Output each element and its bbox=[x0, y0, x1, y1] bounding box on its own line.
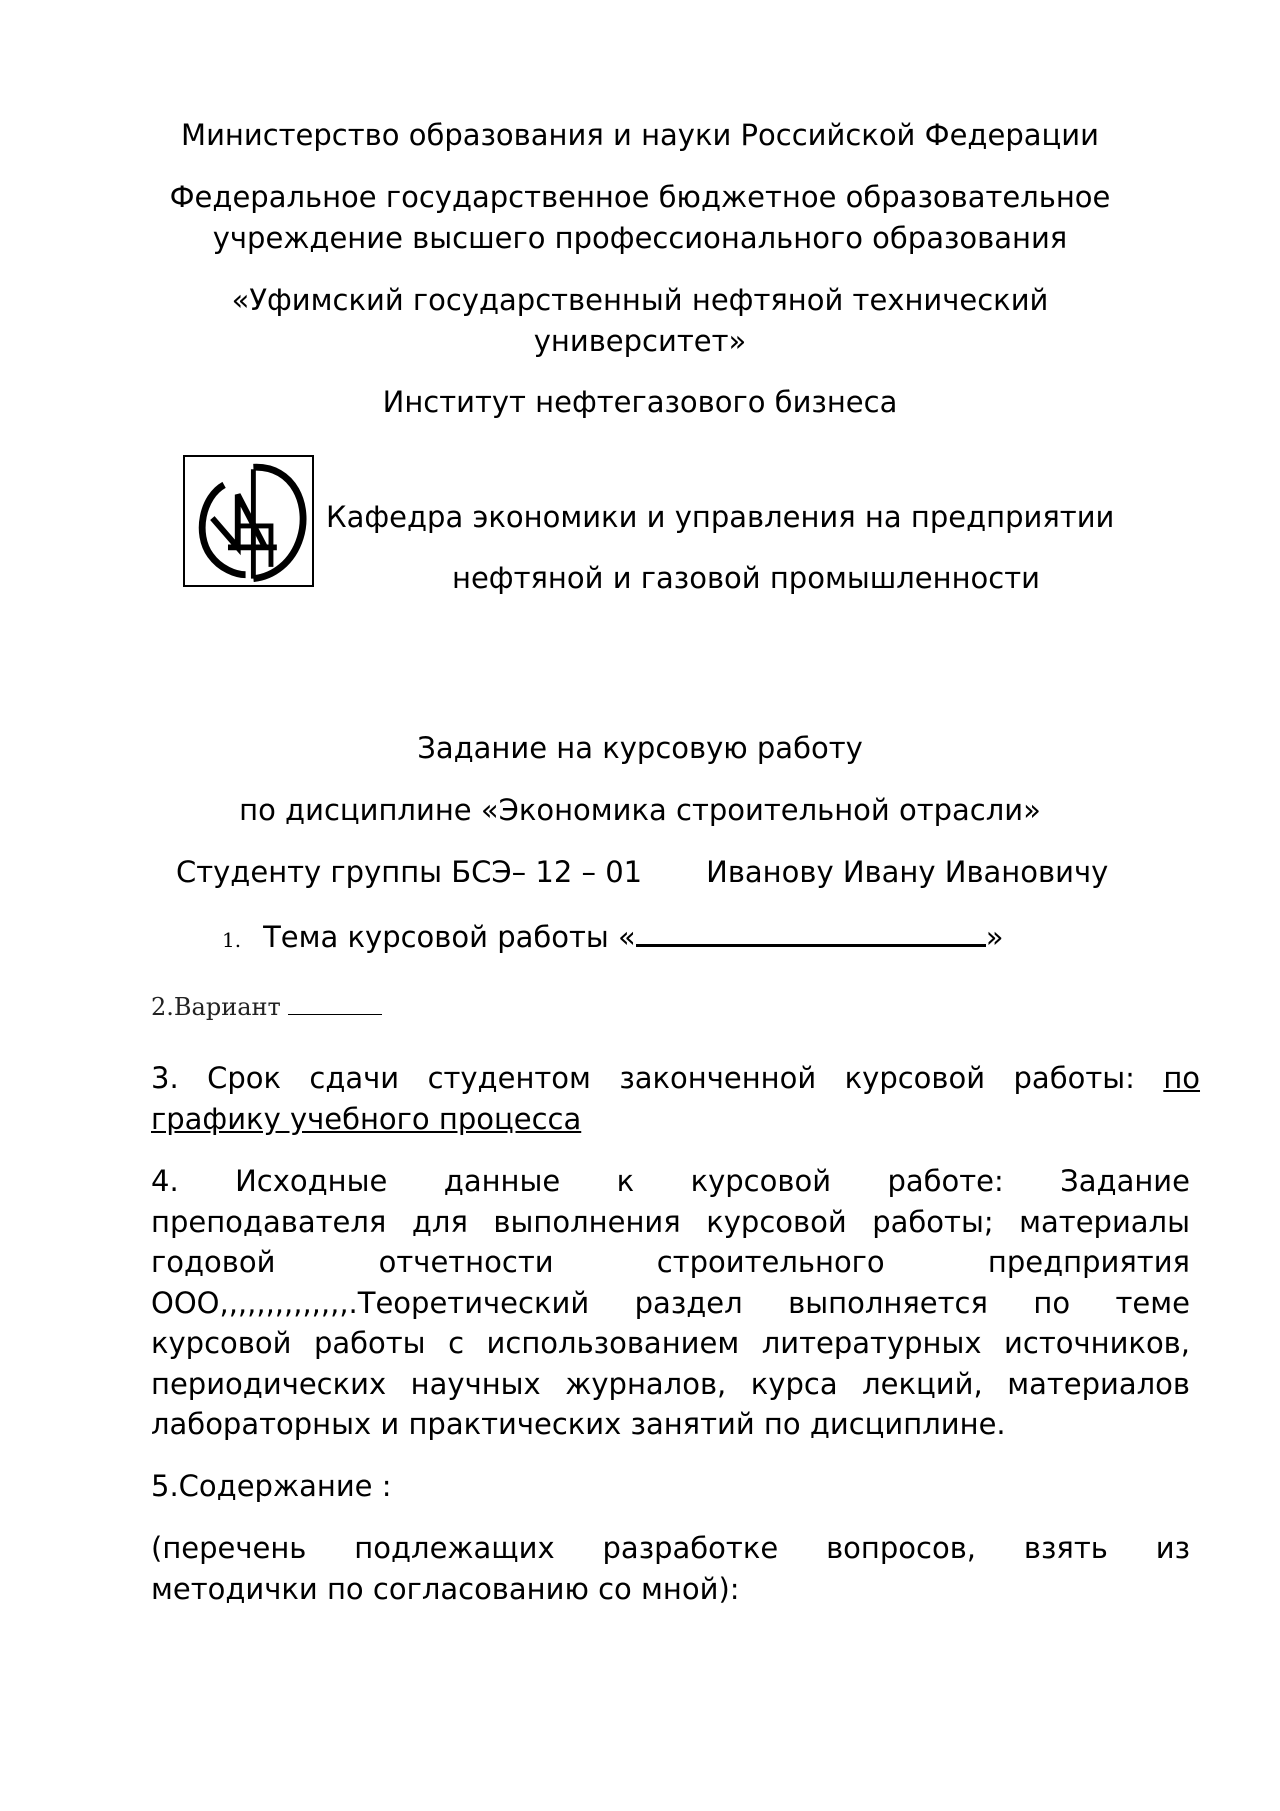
item-2-variant bbox=[151, 993, 382, 1021]
item-4-line-1: 4. Исходные данные к курсовой работе: Задание bbox=[151, 1164, 1190, 1198]
item-5-label: 5.Содержание : bbox=[151, 1469, 392, 1503]
item-2-label: 2.Вариант bbox=[151, 993, 281, 1021]
item-1-prefix: Тема курсовой работы « bbox=[263, 920, 636, 954]
institution-line-1: Федеральное государственное бюджетное образовательное bbox=[169, 180, 1111, 214]
student-line bbox=[176, 855, 1108, 889]
item-4-line-4: ООО,,,,,,,,,,,,,,.Теоретический раздел выполняется по теме bbox=[151, 1286, 1190, 1320]
student-name: Иванову Ивану Ивановичу bbox=[706, 855, 1109, 889]
item-1-number: 1. bbox=[222, 928, 242, 952]
item-3-underlined-1: по bbox=[1163, 1061, 1201, 1095]
item-4-line-2: преподавателя для выполнения курсовой работы; материалы bbox=[151, 1205, 1190, 1239]
item-1-suffix: » bbox=[985, 920, 1004, 954]
university-line-2: университет» bbox=[533, 324, 747, 358]
item-4-line-7: лабораторных и практических занятий по дисциплине. bbox=[151, 1407, 1006, 1441]
institute-name: Институт нефтегазового бизнеса bbox=[382, 385, 898, 419]
topic-blank-line bbox=[636, 916, 986, 947]
item-4-line-6: периодических научных журналов, курса лекций, материалов bbox=[151, 1367, 1190, 1401]
university-line-1: «Уфимский государственный нефтяной технический bbox=[231, 283, 1049, 317]
discipline-line: по дисциплине «Экономика строительной отрасли» bbox=[239, 793, 1041, 827]
student-group: Студенту группы БСЭ– 12 – 01 bbox=[176, 855, 643, 889]
variant-blank-line bbox=[288, 994, 382, 1015]
assignment-title: Задание на курсовую работу bbox=[417, 731, 863, 765]
item-3-line-1: 3. Срок сдачи студентом законченной курсовой работы: по bbox=[151, 1061, 1201, 1095]
item-5-note-line-2: методички по согласованию со мной): bbox=[151, 1572, 740, 1606]
item-5-note-line-1: (перечень подлежащих разработке вопросов, взять из bbox=[151, 1531, 1190, 1565]
department-line-1: Кафедра экономики и управления на предприятии bbox=[326, 500, 1115, 534]
institution-line-2: учреждение высшего профессионального образования bbox=[212, 221, 1068, 255]
item-4-line-5: курсовой работы с использованием литературных источников, bbox=[151, 1326, 1190, 1360]
ministry-heading: Министерство образования и науки Российской Федерации bbox=[181, 118, 1099, 152]
department-logo-icon bbox=[185, 457, 312, 585]
department-logo bbox=[183, 455, 314, 587]
department-line-2: нефтяной и газовой промышленности bbox=[452, 561, 1040, 595]
item-1-topic bbox=[222, 916, 1004, 954]
item-4-line-3: годовой отчетности строительного предприятия bbox=[151, 1245, 1190, 1279]
item-3-underlined-2: графику учебного процесса bbox=[151, 1102, 582, 1136]
